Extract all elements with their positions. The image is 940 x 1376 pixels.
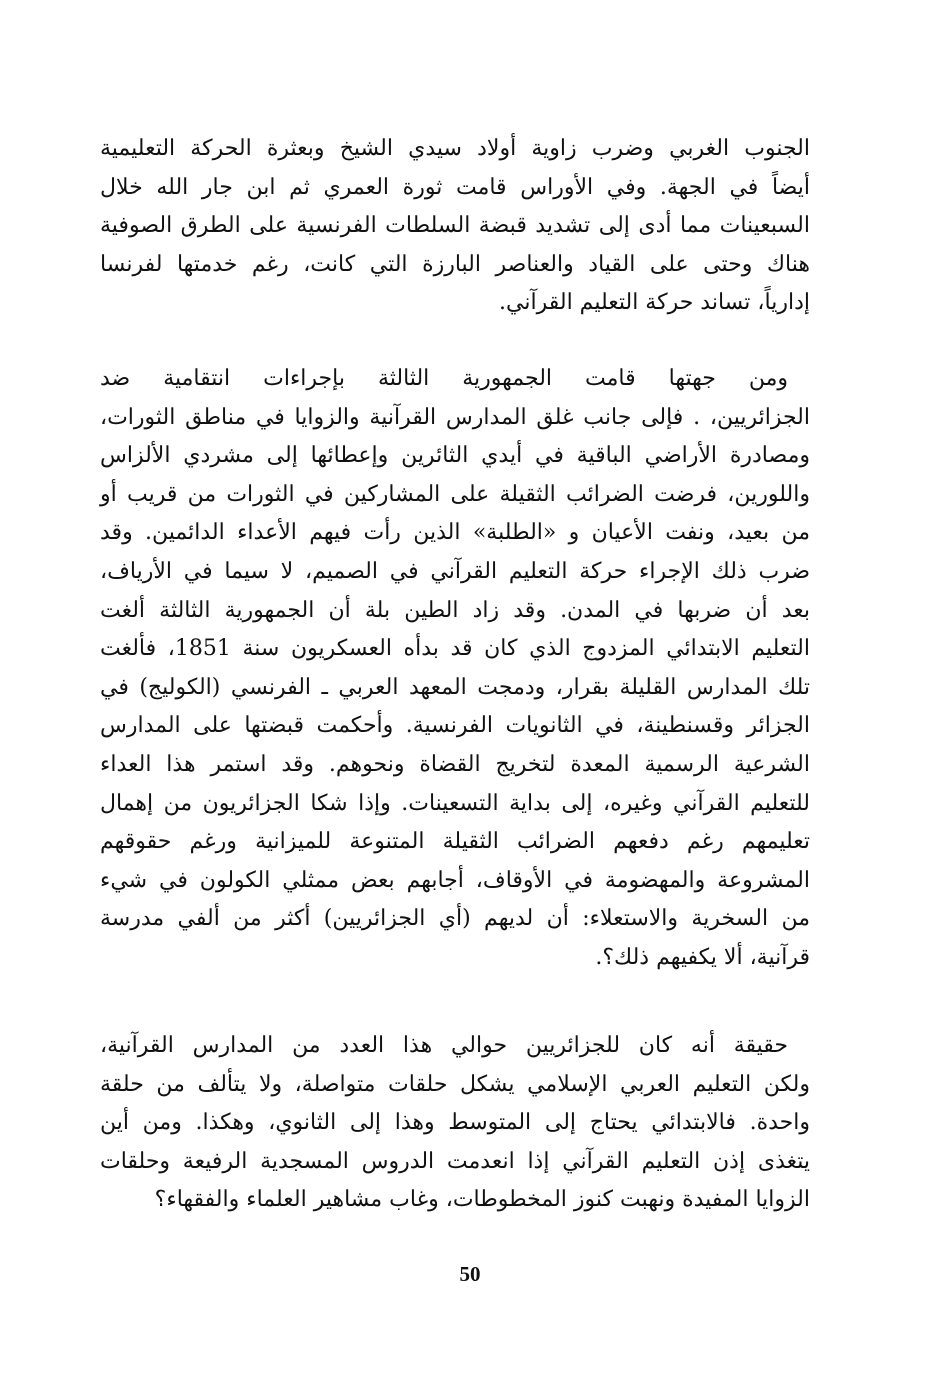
text-line: الجزائريين، . فإلى جانب غلق المدارس القرآنية والزوايا في مناطق الثورات، xyxy=(100,404,810,430)
text-line: يتغذى إذن التعليم القرآني إذا انعدمت الدروس المسجدية الرفيعة وحلقات xyxy=(100,1148,810,1174)
text-line: إدارياً، تساند حركة التعليم القرآني. xyxy=(499,290,810,316)
page-number: 50 xyxy=(459,1262,481,1286)
text-line: واللورين، فرضت الضرائب الثقيلة على المشاركين في الثورات من قريب أو xyxy=(100,481,810,507)
text-line: بعد أن ضربها في المدن. وقد زاد الطين بلة أن الجمهورية الثالثة ألغت xyxy=(100,597,810,623)
text-line: الزوايا المفيدة ونهبت كنوز المخطوطات، وغاب مشاهير العلماء والفقهاء؟ xyxy=(154,1187,810,1213)
paragraph-1 xyxy=(100,130,810,323)
text-line: التعليم الابتدائي المزدوج الذي كان قد بدأه العسكريون سنة 1851، فألغت xyxy=(100,636,810,662)
text-line: تلك المدارس القليلة بقرار، ودمجت المعهد العربي ـ الفرنسي (الكوليج) في xyxy=(100,674,810,700)
text-line: ومصادرة الأراضي الباقية في أيدي الثائرين وإعطائها إلى مشردي الألزاس xyxy=(100,443,810,469)
text-line: الجزائر وقسنطينة، في الثانويات الفرنسية. وأحكمت قبضتها على المدارس xyxy=(100,713,810,739)
text-line: الجنوب الغربي وضرب زاوية أولاد سيدي الشيخ وبعثرة الحركة التعليمية xyxy=(100,136,810,161)
text-line: تعليمهم رغم دفعهم الضرائب الثقيلة المتنوعة للميزانية ورغم حقوقهم xyxy=(100,829,810,855)
text-line: ضرب ذلك الإجراء حركة التعليم القرآني في الصميم، لا سيما في الأرياف، xyxy=(100,558,810,584)
text-line: السبعينات مما أدى إلى تشديد قبضة السلطات الفرنسية على الطرق الصوفية xyxy=(100,213,810,239)
text-line: من السخرية والاستعلاء: أن لديهم (أي الجزائريين) أكثر من ألفي مدرسة xyxy=(100,906,810,932)
text-line: المشروعة والمهضومة في الأوقاف، أجابهم بعض ممثلي الكولون في شيء xyxy=(100,867,810,893)
paragraph-3 xyxy=(100,1027,810,1220)
text-line: للتعليم القرآني وغيره، إلى بداية التسعينات. وإذا شكا الجزائريون من إهمال xyxy=(100,790,810,816)
text-line: واحدة. فالابتدائي يحتاج إلى المتوسط وهذا إلى الثانوي، وهكذا. ومن أين xyxy=(100,1110,810,1136)
text-line: ولكن التعليم العربي الإسلامي يشكل حلقات متواصلة، ولا يتألف من حلقة xyxy=(100,1071,810,1097)
text-line: أيضاً في الجهة. وفي الأوراس قامت ثورة العمري ثم ابن جار الله خلال xyxy=(100,174,810,200)
text-line: حقيقة أنه كان للجزائريين حوالي هذا العدد من المدارس القرآنية، xyxy=(100,1033,788,1058)
text-line: ومن جهتها قامت الجمهورية الثالثة بإجراءات انتقامية ضد xyxy=(100,366,788,391)
book-page xyxy=(100,0,810,1376)
text-line: هناك وحتى على القياد والعناصر البارزة التي كانت، رغم خدمتها لفرنسا xyxy=(100,251,810,277)
text-line: الشرعية الرسمية المعدة لتخريج القضاة ونحوهم. وقد استمر هذا العداء xyxy=(100,751,810,777)
paragraph-2 xyxy=(100,360,810,978)
text-line: من بعيد، ونفت الأعيان و «الطلبة» الذين رأت فيهم الأعداء الدائمين. وقد xyxy=(100,520,810,546)
text-line: قرآنية، ألا يكفيهم ذلك؟. xyxy=(595,944,810,970)
